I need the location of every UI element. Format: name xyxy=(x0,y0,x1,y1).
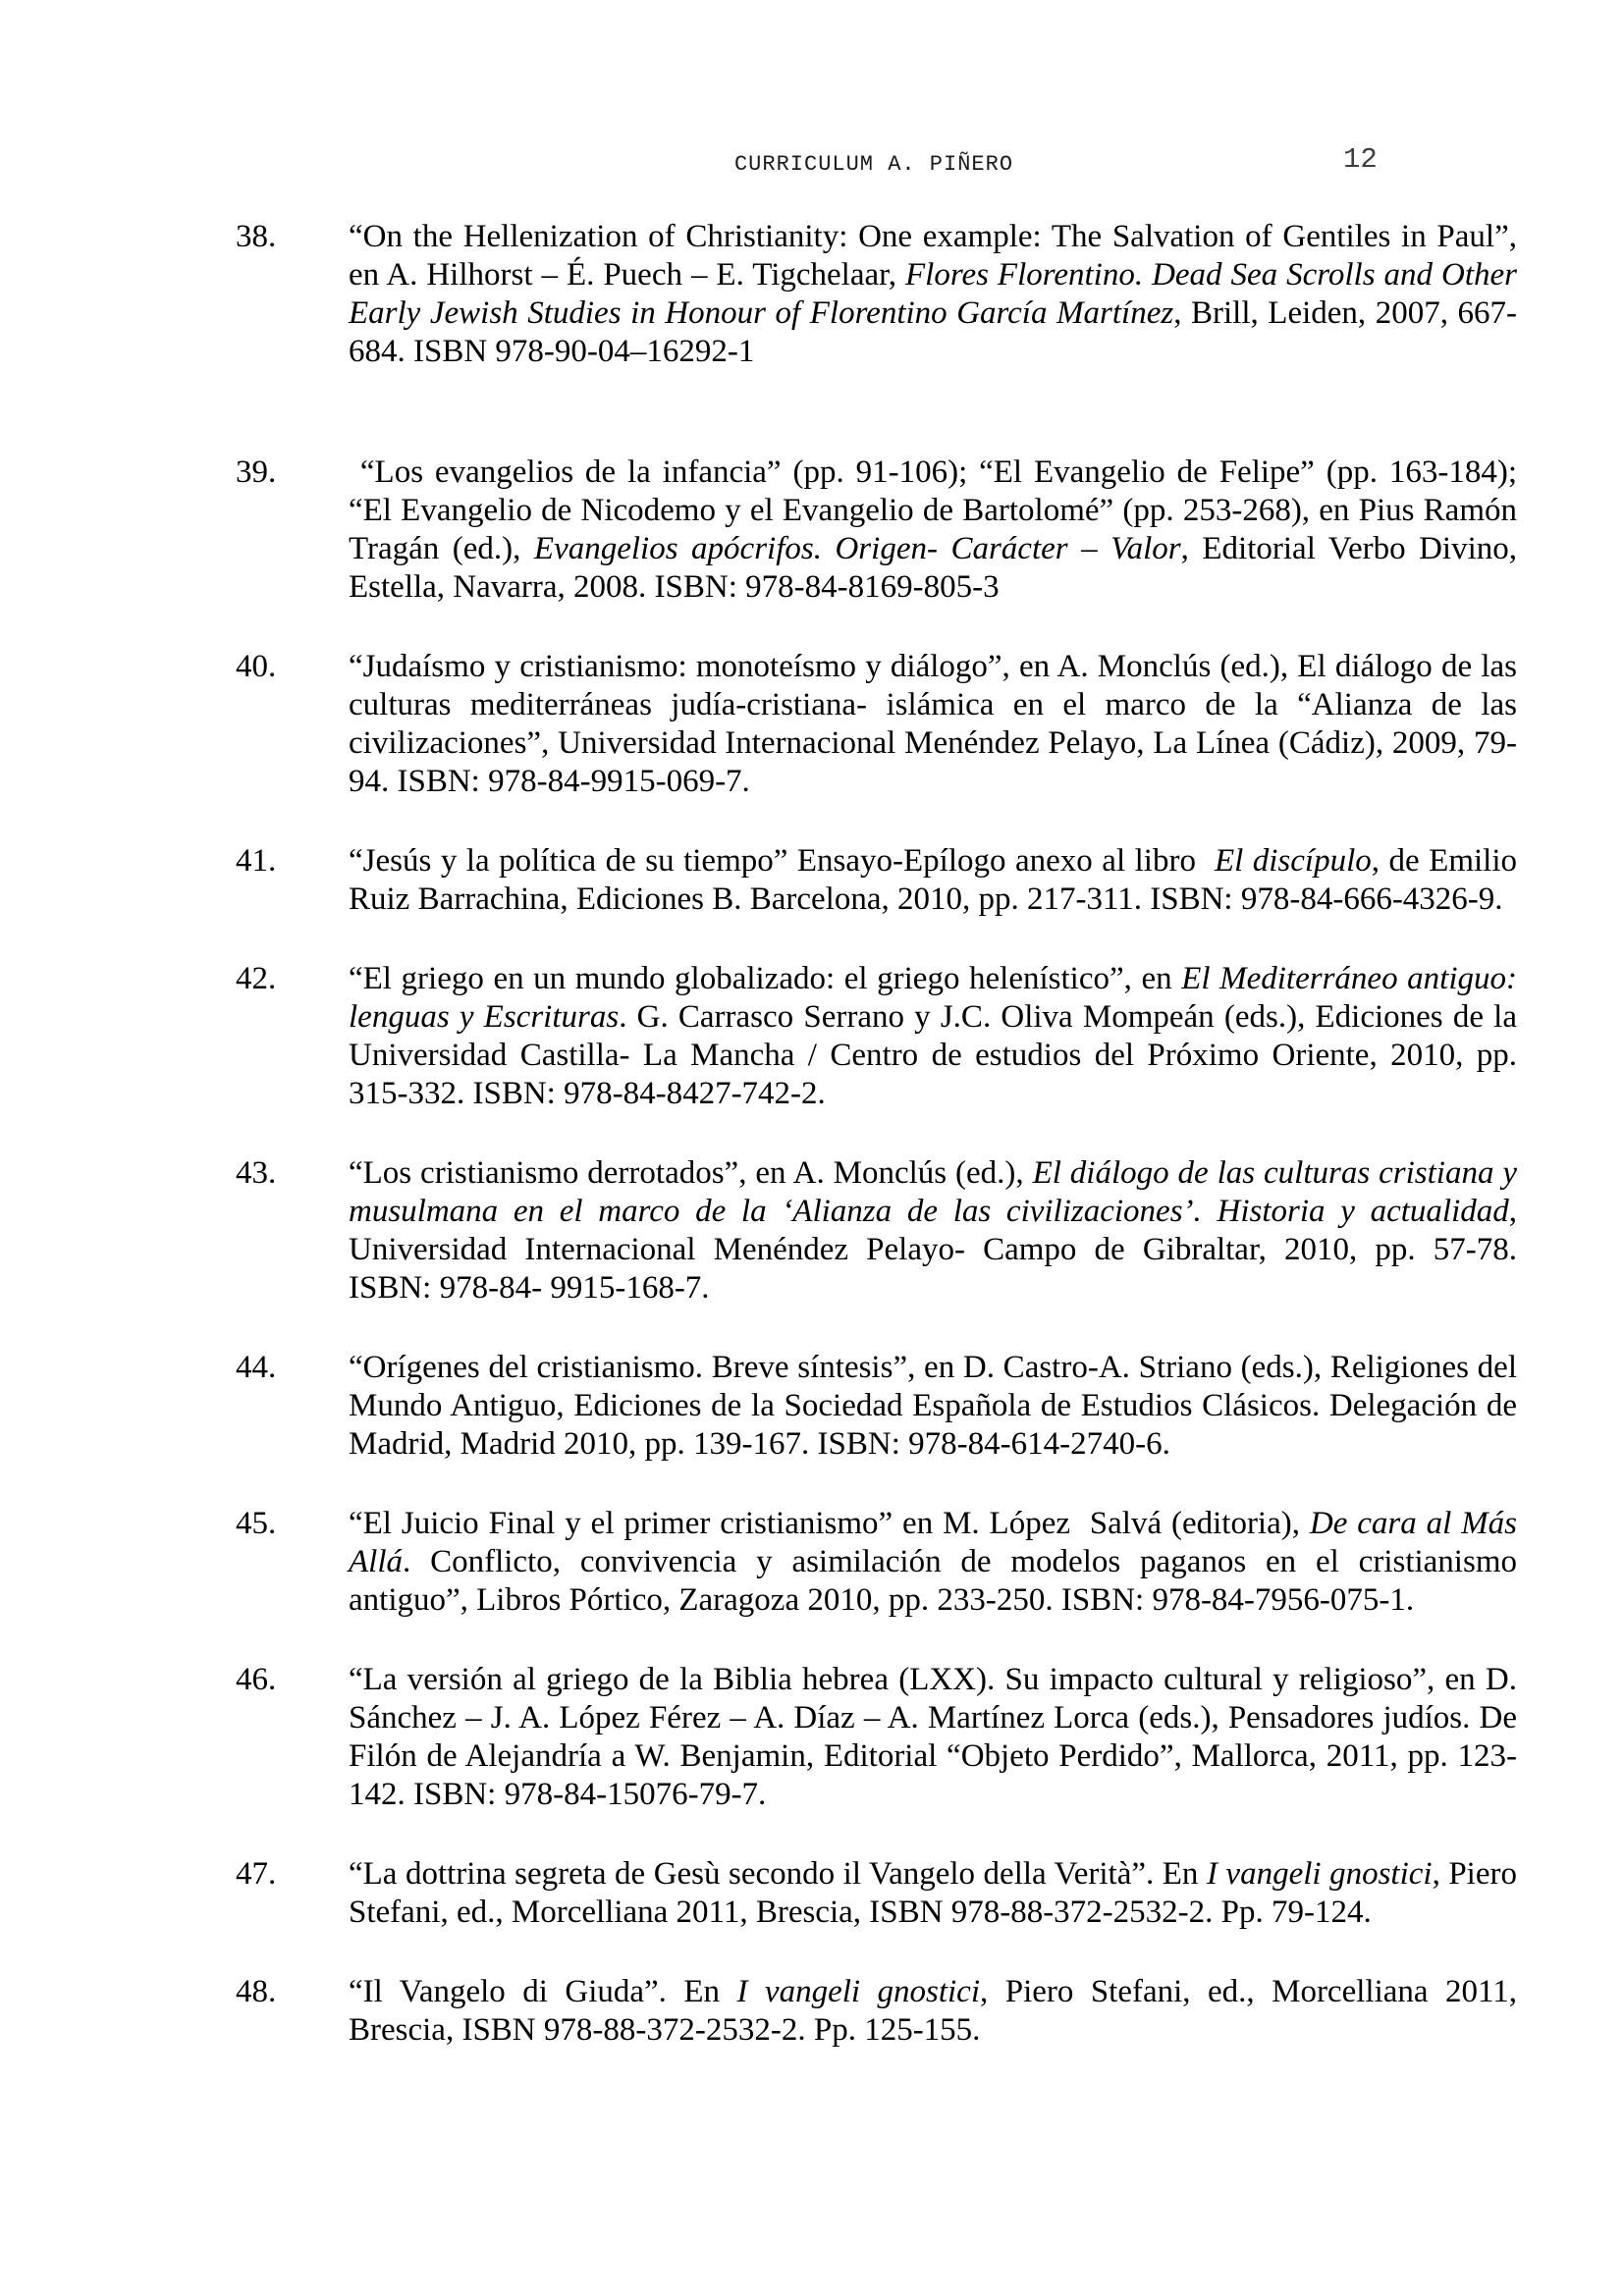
entry-number: 40. xyxy=(236,649,277,684)
header-title: CURRICULUM A. PIÑERO xyxy=(733,152,1014,177)
entry-number: 43. xyxy=(236,1155,277,1191)
entry-text: “Los cristianismo derrotados”, en A. Monclús (ed.), El diálogo de las culturas cristiana y musulmana en el marco de la ‘Alianza de las civilizaciones’. Historia y actualidad, Universidad Internacional Menéndez Pelayo- Campo de Gibraltar, 2010, pp. 57-78. ISBN: 978-84- 9915-168-7. xyxy=(349,1155,1518,1306)
bibliography-entry xyxy=(236,1154,1517,1308)
entry-text: “La versión al griego de la Biblia hebrea (LXX). Su impacto cultural y religioso”, en D. Sánchez – J. A. López Férez – A. Díaz – A. Martínez Lorca (eds.), Pensadores judíos. De Filón de Alejandría a W. Benjamin, Editorial “Objeto Perdido”, Mallorca, 2011, pp. 123-142. ISBN: 978-84-15076-79-7. xyxy=(349,1662,1517,1812)
bibliography-entry xyxy=(236,1855,1517,1932)
entry-text: “Jesús y la política de su tiempo” Ensayo-Epílogo anexo al libro El discípulo, de Emilio Ruiz Barrachina, Ediciones B. Barcelona, 2010, pp. 217-311. ISBN: 978-84-666-4326-9. xyxy=(349,843,1517,917)
bibliography-entry xyxy=(236,1973,1517,2050)
entry-number: 38. xyxy=(236,219,277,254)
entry-number: 45. xyxy=(236,1506,277,1541)
entry-number: 46. xyxy=(236,1662,277,1697)
bibliography-entry xyxy=(236,1661,1517,1814)
bibliography-entry xyxy=(236,842,1517,919)
bibliography-list xyxy=(236,218,1517,2091)
page-number: 12 xyxy=(1343,143,1378,176)
bibliography-entry xyxy=(236,960,1517,1113)
entry-text: “Orígenes del cristianismo. Breve síntesis”, en D. Castro-A. Striano (eds.), Religiones del Mundo Antiguo, Ediciones de la Sociedad Española de Estudios Clásicos. Delegación de Madrid, Madrid 2010, pp. 139-167. ISBN: 978-84-614-2740-6. xyxy=(349,1350,1517,1462)
entry-text: “Los evangelios de la infancia” (pp. 91-106); “El Evangelio de Felipe” (pp. 163-184); “El Evangelio de Nicodemo y el Evangelio de Bartolomé” (pp. 253-268), en Pius Ramón Tragán (ed.), Evangelios apócrifos. Origen- Carácter – Valor, Editorial Verbo Divino, Estella, Navarra, 2008. ISBN: 978-84-8169-805-3 xyxy=(349,454,1518,605)
bibliography-entry xyxy=(236,648,1517,801)
entry-number: 41. xyxy=(236,843,277,879)
entry-number: 42. xyxy=(236,961,277,996)
entry-text: “El Juicio Final y el primer cristianismo” en M. López Salvá (editoria), De cara al Más Allá. Conflicto, convivencia y asimilación de modelos paganos en el cristianismo antiguo”, Libros Pórtico, Zaragoza 2010, pp. 233-250. ISBN: 978-84-7956-075-1. xyxy=(349,1506,1517,1618)
entry-text: “Judaísmo y cristianismo: monoteísmo y diálogo”, en A. Monclús (ed.), El diálogo de las culturas mediterráneas judía-cristiana- islámica en el marco de la “Alianza de las civilizaciones”, Universidad Internacional Menéndez Pelayo, La Línea (Cádiz), 2009, 79-94. ISBN: 978-84-9915-069-7. xyxy=(349,649,1517,799)
entry-number: 39. xyxy=(236,454,277,490)
entry-text: “Il Vangelo di Giuda”. En I vangeli gnostici, Piero Stefani, ed., Morcelliana 2011, Brescia, ISBN 978-88-372-2532-2. Pp. 125-155. xyxy=(349,1974,1518,2048)
entry-text: “La dottrina segreta de Gesù secondo il Vangelo della Verità”. En I vangeli gnostici, Piero Stefani, ed., Morcelliana 2011, Brescia, ISBN 978-88-372-2532-2. Pp. 79-124. xyxy=(349,1856,1517,1930)
entry-number: 44. xyxy=(236,1350,277,1385)
bibliography-entry xyxy=(236,454,1517,607)
bibliography-entry xyxy=(236,1505,1517,1620)
entry-text: “El griego en un mundo globalizado: el griego helenístico”, en El Mediterráneo antiguo: lenguas y Escrituras. G. Carrasco Serrano y J.C. Oliva Mompeán (eds.), Ediciones de la Universidad Castilla- La Mancha / Centro de estudios del Próximo Oriente, 2010, pp. 315-332. ISBN: 978-84-8427-742-2. xyxy=(349,961,1517,1111)
page-header xyxy=(0,0,1624,196)
bibliography-entry xyxy=(236,1349,1517,1464)
entry-number: 47. xyxy=(236,1856,277,1892)
entry-number: 48. xyxy=(236,1974,277,2009)
bibliography-entry xyxy=(236,218,1517,371)
entry-text: “On the Hellenization of Christianity: One example: The Salvation of Gentiles in Paul”, en A. Hilhorst – É. Puech – E. Tigchelaar, Flores Florentino. Dead Sea Scrolls and Other Early Jewish Studies in Honour of Florentino García Martínez, Brill, Leiden, 2007, 667-684. ISBN 978-90-04–16292-1 xyxy=(349,219,1517,369)
